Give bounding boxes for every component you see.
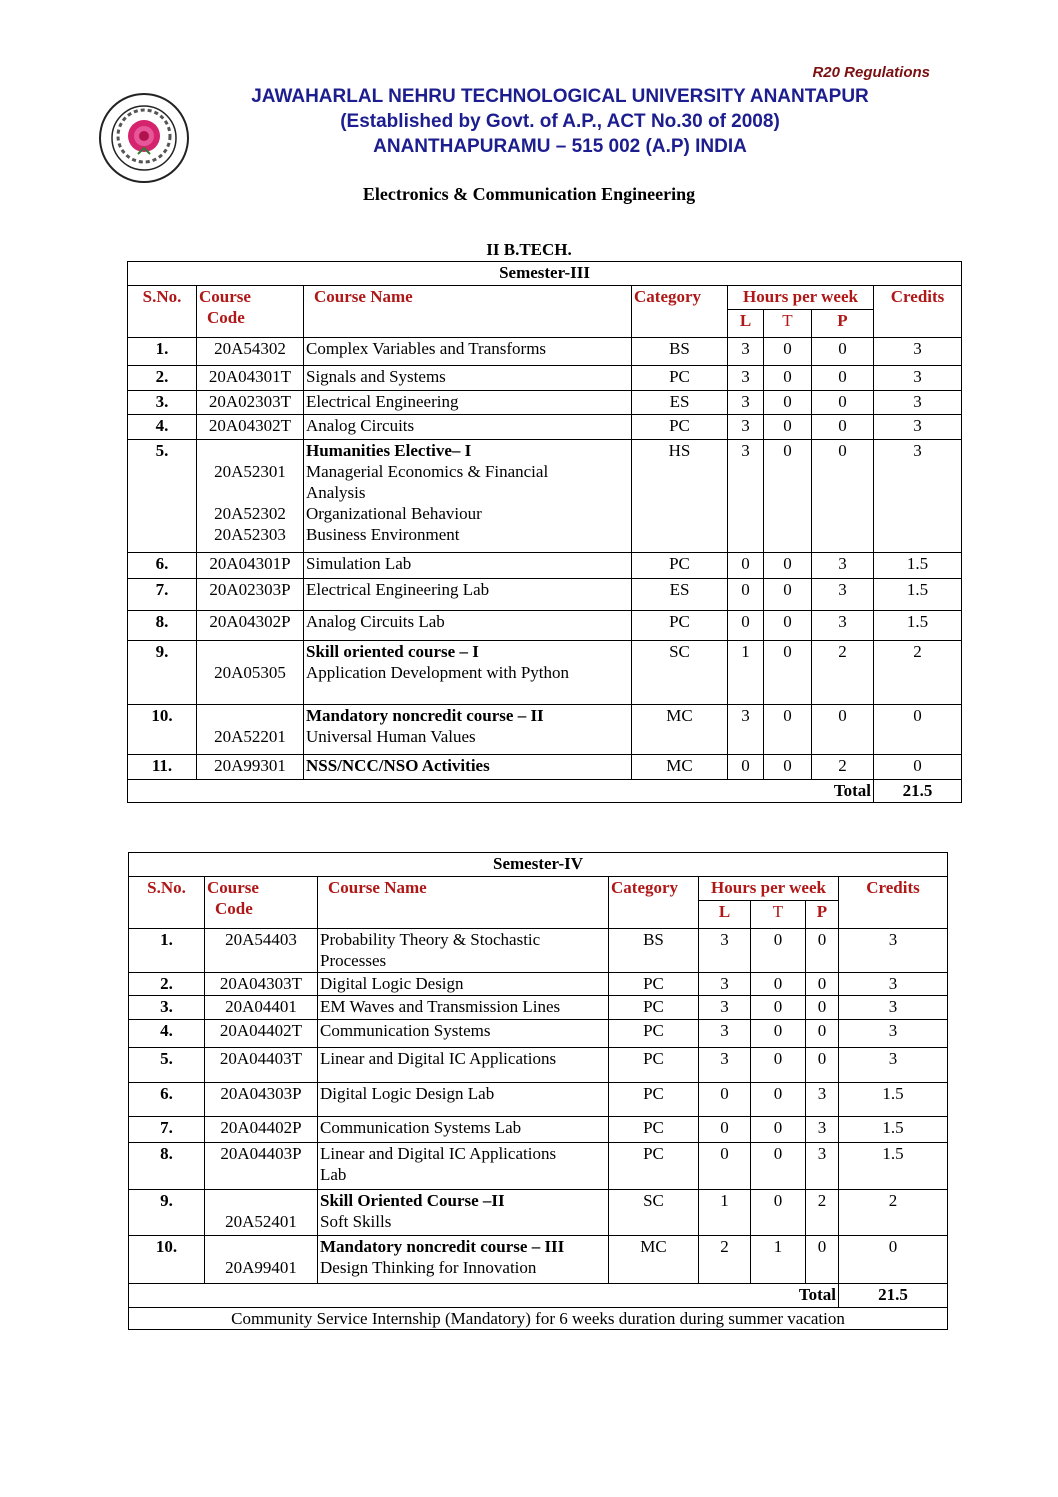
course-name: [304, 705, 632, 755]
course-code-value: 20A52401: [225, 1212, 297, 1231]
course-name-value: Application Development with Python: [306, 663, 569, 682]
category: PC: [609, 1020, 699, 1048]
credits: 0: [874, 755, 962, 780]
total-credits: 21.5: [874, 780, 962, 803]
table-row: [129, 1190, 948, 1236]
course-name: NSS/NCC/NSO Activities: [304, 755, 632, 780]
category: HS: [632, 440, 728, 553]
sno: 6.: [129, 1083, 205, 1117]
credits: 1.5: [874, 553, 962, 579]
hours-t: 1: [751, 1236, 806, 1284]
hours-t: 0: [751, 1190, 806, 1236]
table-row: [128, 338, 962, 366]
table-row: [129, 1236, 948, 1284]
category: PC: [609, 996, 699, 1020]
course-name-line: Processes: [320, 951, 387, 970]
hours-p: 2: [806, 1190, 839, 1236]
hours-l: 0: [728, 579, 764, 611]
course-code: 20A04402T: [205, 1020, 318, 1048]
credits: 1.5: [874, 579, 962, 611]
course-name: Communication Systems Lab: [318, 1117, 609, 1143]
course-code-value: 20A99401: [225, 1258, 297, 1277]
hours-t: 0: [764, 553, 812, 579]
course-name: [304, 641, 632, 705]
course-code: 20A04302T: [197, 415, 304, 440]
credits: 2: [874, 641, 962, 705]
sno: 4.: [129, 1020, 205, 1048]
hours-t: 0: [764, 338, 812, 366]
credits: 3: [839, 973, 948, 996]
category: PC: [609, 1083, 699, 1117]
table-row: [129, 1048, 948, 1083]
category: MC: [632, 705, 728, 755]
course-name: [304, 440, 632, 553]
hours-p: 0: [806, 973, 839, 996]
sno: 5.: [128, 440, 197, 553]
header-sno: S.No.: [128, 286, 197, 338]
table-row: [129, 973, 948, 996]
credits: 3: [874, 391, 962, 415]
hours-t: 0: [764, 705, 812, 755]
credits: 1.5: [839, 1117, 948, 1143]
credits: 3: [874, 366, 962, 391]
hours-p: 0: [812, 440, 874, 553]
course-code: [197, 641, 304, 705]
hours-l: 3: [728, 705, 764, 755]
credits: 3: [839, 929, 948, 973]
sno: 7.: [129, 1117, 205, 1143]
course-code: 20A04301T: [197, 366, 304, 391]
table-row: [128, 553, 962, 579]
course-name: Electrical Engineering: [304, 391, 632, 415]
course-name: Simulation Lab: [304, 553, 632, 579]
category: BS: [632, 338, 728, 366]
sno: 1.: [128, 338, 197, 366]
header-l: L: [728, 310, 764, 338]
sno: 8.: [128, 611, 197, 641]
credits: 1.5: [874, 611, 962, 641]
header-category: Category: [632, 286, 728, 338]
hours-l: 2: [699, 1236, 751, 1284]
header-course: Course: [207, 878, 259, 897]
hours-l: 3: [699, 996, 751, 1020]
hours-t: 0: [751, 973, 806, 996]
credits: 3: [874, 440, 962, 553]
header-sno: S.No.: [129, 877, 205, 929]
hours-l: 0: [699, 1143, 751, 1190]
hours-t: 0: [764, 579, 812, 611]
sno: 2.: [128, 366, 197, 391]
course-name: Complex Variables and Transforms: [304, 338, 632, 366]
hours-l: 0: [728, 611, 764, 641]
hours-l: 3: [699, 929, 751, 973]
course-code-option: 20A52303: [214, 525, 286, 544]
course-name: [318, 1143, 609, 1190]
course-code-value: 20A05305: [214, 663, 286, 682]
sno: 2.: [129, 973, 205, 996]
table-row: [129, 929, 948, 973]
course-name: Communication Systems: [318, 1020, 609, 1048]
hours-l: 0: [699, 1117, 751, 1143]
course-name: [318, 1236, 609, 1284]
table-row: [129, 1117, 948, 1143]
hours-p: 2: [812, 755, 874, 780]
course-group-heading: Skill oriented course – I: [306, 642, 479, 661]
course-name-value: Soft Skills: [320, 1212, 392, 1231]
sno: 11.: [128, 755, 197, 780]
hours-p: 0: [812, 391, 874, 415]
course-code: 20A02303T: [197, 391, 304, 415]
sno: 3.: [129, 996, 205, 1020]
header-category: Category: [609, 877, 699, 929]
hours-t: 0: [751, 929, 806, 973]
header-code: Code: [215, 899, 253, 918]
sno: 10.: [128, 705, 197, 755]
hours-t: 0: [751, 1117, 806, 1143]
course-group-heading: Mandatory noncredit course – III: [320, 1237, 565, 1256]
course-name: Linear and Digital IC Applications: [318, 1048, 609, 1083]
header-course-code: [205, 877, 318, 929]
credits: 1.5: [839, 1083, 948, 1117]
course-code: 20A04403T: [205, 1048, 318, 1083]
hours-l: 3: [728, 440, 764, 553]
table-row: [128, 391, 962, 415]
course-name: [318, 1190, 609, 1236]
table-row: [128, 440, 962, 553]
course-code: 20A04302P: [197, 611, 304, 641]
hours-p: 3: [806, 1083, 839, 1117]
table-row: [128, 366, 962, 391]
course-code: 20A54302: [197, 338, 304, 366]
hours-t: 0: [764, 755, 812, 780]
hours-t: 0: [764, 415, 812, 440]
hours-p: 3: [812, 553, 874, 579]
category: PC: [632, 611, 728, 641]
course-group-heading: Skill Oriented Course –II: [320, 1191, 505, 1210]
sno: 6.: [128, 553, 197, 579]
category: ES: [632, 579, 728, 611]
category: PC: [609, 1117, 699, 1143]
hours-p: 3: [806, 1117, 839, 1143]
category: ES: [632, 391, 728, 415]
hours-p: 0: [812, 705, 874, 755]
credits: 3: [874, 415, 962, 440]
sno: 7.: [128, 579, 197, 611]
internship-footnote: Community Service Internship (Mandatory) for 6 weeks duration during summer vacation: [129, 1308, 948, 1330]
hours-p: 2: [812, 641, 874, 705]
table-row: [128, 755, 962, 780]
total-row: [128, 780, 962, 803]
course-name: Digital Logic Design: [318, 973, 609, 996]
hours-t: 0: [764, 611, 812, 641]
category: BS: [609, 929, 699, 973]
semester-iv-title: Semester-IV: [129, 853, 948, 877]
hours-p: 3: [806, 1143, 839, 1190]
course-code-option: 20A52301: [214, 462, 286, 481]
table-row: [128, 641, 962, 705]
header-p: P: [806, 901, 839, 929]
credits: 2: [839, 1190, 948, 1236]
credits: 0: [839, 1236, 948, 1284]
sno: 9.: [129, 1190, 205, 1236]
hours-l: 1: [728, 641, 764, 705]
sno: 1.: [129, 929, 205, 973]
course-code: 20A04402P: [205, 1117, 318, 1143]
hours-t: 0: [751, 1143, 806, 1190]
hours-p: 0: [812, 415, 874, 440]
header-credits: Credits: [839, 877, 948, 929]
hours-l: 0: [728, 755, 764, 780]
hours-p: 0: [806, 1048, 839, 1083]
course-name-line: Probability Theory & Stochastic: [320, 930, 541, 949]
category: PC: [632, 553, 728, 579]
category: PC: [609, 1048, 699, 1083]
table-row: [129, 1143, 948, 1190]
category: PC: [609, 1143, 699, 1190]
hours-l: 0: [728, 553, 764, 579]
table-row: [129, 1083, 948, 1117]
credits: 0: [874, 705, 962, 755]
hours-t: 0: [751, 1048, 806, 1083]
hours-p: 0: [806, 929, 839, 973]
course-name: Digital Logic Design Lab: [318, 1083, 609, 1117]
credits: 3: [839, 1020, 948, 1048]
course-code: [197, 440, 304, 553]
course-name-option: Business Environment: [306, 525, 460, 544]
credits: 3: [839, 1048, 948, 1083]
hours-l: 3: [699, 973, 751, 996]
header-course-name: Course Name: [318, 877, 609, 929]
sno: 8.: [129, 1143, 205, 1190]
course-code: 20A04303T: [205, 973, 318, 996]
category: PC: [609, 973, 699, 996]
category: SC: [632, 641, 728, 705]
course-group-heading: Mandatory noncredit course – II: [306, 706, 544, 725]
sno: 4.: [128, 415, 197, 440]
course-name-line: Lab: [320, 1165, 347, 1184]
table-row: [129, 1020, 948, 1048]
category: PC: [632, 366, 728, 391]
hours-l: 1: [699, 1190, 751, 1236]
hours-p: 0: [806, 1020, 839, 1048]
semester-iii-title: Semester-III: [128, 262, 962, 286]
hours-l: 3: [699, 1048, 751, 1083]
total-label: Total: [129, 1284, 839, 1308]
hours-t: 0: [751, 996, 806, 1020]
course-code: 20A04401: [205, 996, 318, 1020]
course-code: 20A04301P: [197, 553, 304, 579]
course-name: Analog Circuits: [304, 415, 632, 440]
header-p: P: [812, 310, 874, 338]
sno: 5.: [129, 1048, 205, 1083]
course-name-option: Managerial Economics & Financial: [306, 462, 549, 481]
table-row: [129, 996, 948, 1020]
hours-p: 0: [812, 338, 874, 366]
semester-iv-table: [128, 852, 948, 1330]
total-label: Total: [128, 780, 874, 803]
footnote-row: [129, 1308, 948, 1330]
course-code: 20A99301: [197, 755, 304, 780]
course-name: Signals and Systems: [304, 366, 632, 391]
total-credits: 21.5: [839, 1284, 948, 1308]
hours-p: 0: [806, 996, 839, 1020]
header-hours-per-week: Hours per week: [699, 877, 839, 901]
hours-l: 3: [728, 391, 764, 415]
course-code: 20A04303P: [205, 1083, 318, 1117]
hours-l: 3: [728, 338, 764, 366]
credits: 1.5: [839, 1143, 948, 1190]
sno: 10.: [129, 1236, 205, 1284]
course-code: 20A54403: [205, 929, 318, 973]
year-title: II B.TECH.: [486, 240, 572, 259]
category: SC: [609, 1190, 699, 1236]
regulations-label: R20 Regulations: [812, 64, 930, 81]
semester-iii-table: [127, 261, 962, 803]
hours-p: 3: [812, 611, 874, 641]
hours-t: 0: [751, 1083, 806, 1117]
university-name: JAWAHARLAL NEHRU TECHNOLOGICAL UNIVERSITY ANANTAPUR: [251, 86, 869, 107]
hours-t: 0: [764, 641, 812, 705]
address-line: ANANTHAPURAMU – 515 002 (A.P) INDIA: [373, 136, 747, 157]
course-name: Analog Circuits Lab: [304, 611, 632, 641]
course-name: Electrical Engineering Lab: [304, 579, 632, 611]
course-code: [205, 1236, 318, 1284]
category: PC: [632, 415, 728, 440]
header-course: Course: [199, 287, 251, 306]
course-group-heading: Humanities Elective– I: [306, 441, 472, 460]
hours-t: 0: [764, 440, 812, 553]
course-name-option-cont: Analysis: [306, 483, 366, 502]
header-credits: Credits: [874, 286, 962, 338]
sno: 3.: [128, 391, 197, 415]
hours-t: 0: [764, 391, 812, 415]
credits: 3: [874, 338, 962, 366]
hours-p: 3: [812, 579, 874, 611]
header-course-name: Course Name: [304, 286, 632, 338]
hours-p: 0: [812, 366, 874, 391]
header-course-code: [197, 286, 304, 338]
course-code: [197, 705, 304, 755]
established-line: (Established by Govt. of A.P., ACT No.30 of 2008): [340, 111, 780, 132]
course-name: [318, 929, 609, 973]
header-t: T: [751, 901, 806, 929]
header-t: T: [764, 310, 812, 338]
course-code: [205, 1190, 318, 1236]
course-code-option: 20A52302: [214, 504, 286, 523]
course-name-value: Universal Human Values: [306, 727, 476, 746]
hours-t: 0: [764, 366, 812, 391]
course-code: 20A04403P: [205, 1143, 318, 1190]
hours-l: 3: [728, 366, 764, 391]
course-name: EM Waves and Transmission Lines: [318, 996, 609, 1020]
department-title: Electronics & Communication Engineering: [362, 184, 696, 204]
table-row: [128, 579, 962, 611]
hours-t: 0: [751, 1020, 806, 1048]
sno: 9.: [128, 641, 197, 705]
hours-l: 3: [699, 1020, 751, 1048]
course-name-value: Design Thinking for Innovation: [320, 1258, 537, 1277]
course-code: 20A02303P: [197, 579, 304, 611]
course-name-option: Organizational Behaviour: [306, 504, 482, 523]
hours-l: 3: [728, 415, 764, 440]
course-name-line: Linear and Digital IC Applications: [320, 1144, 557, 1163]
category: MC: [632, 755, 728, 780]
table-row: [128, 415, 962, 440]
hours-l: 0: [699, 1083, 751, 1117]
table-row: [128, 611, 962, 641]
total-row: [129, 1284, 948, 1308]
table-row: [128, 705, 962, 755]
category: MC: [609, 1236, 699, 1284]
header-code: Code: [207, 308, 245, 327]
credits: 3: [839, 996, 948, 1020]
header-hours-per-week: Hours per week: [728, 286, 874, 310]
hours-p: 0: [806, 1236, 839, 1284]
course-code-value: 20A52201: [214, 727, 286, 746]
header-l: L: [699, 901, 751, 929]
